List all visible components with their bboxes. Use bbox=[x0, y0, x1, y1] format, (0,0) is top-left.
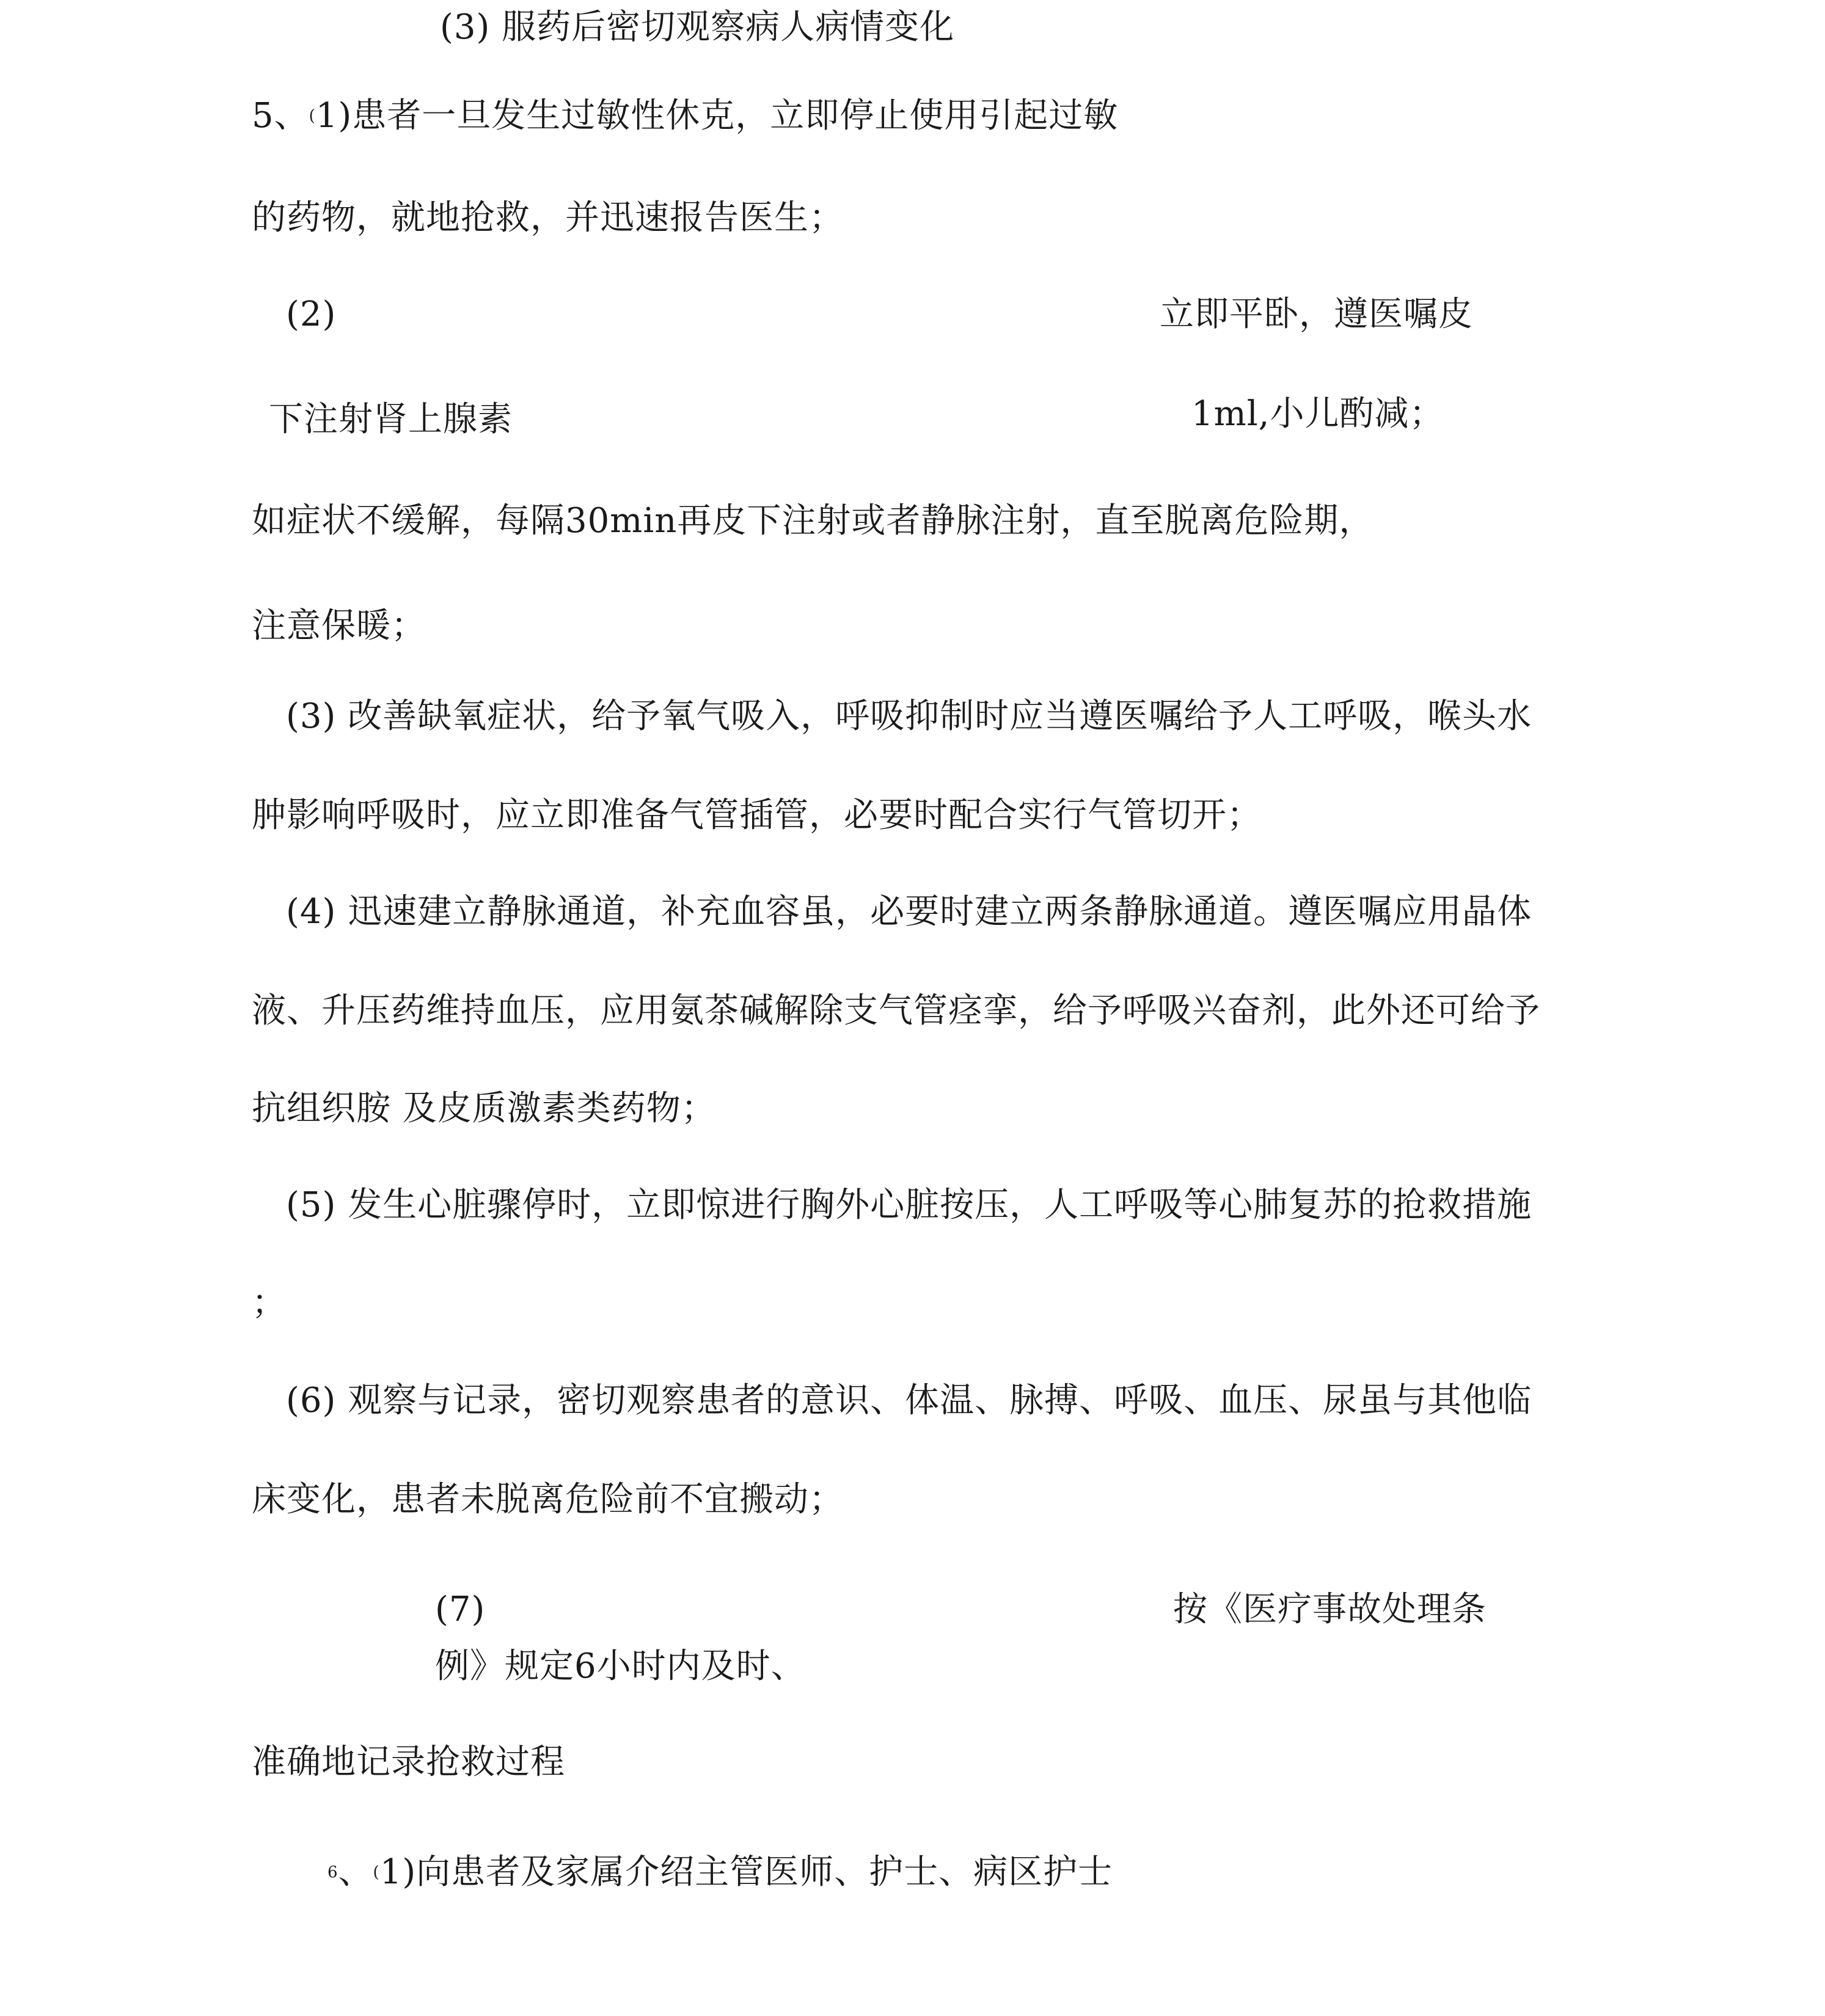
text-line bbox=[327, 1851, 1113, 1894]
text-line: 如症状不缓解，每隔30min再皮下注射或者静脉注射，直至脱离危险期， bbox=[252, 501, 1374, 541]
paren-marker: ( bbox=[373, 1863, 380, 1882]
text-line bbox=[252, 95, 1118, 137]
text-line: 立即平卧，遵医嘱皮 bbox=[1160, 294, 1473, 334]
separator: 、 bbox=[338, 1852, 373, 1892]
item-text: 1)患者一旦发生过敏性休克，立即停止使用引起过敏 bbox=[315, 96, 1119, 136]
paren-marker: ( bbox=[309, 107, 316, 125]
text-line: 准确地记录抢救过程 bbox=[252, 1742, 565, 1782]
text-line: 的药物，就地抢救，并迅速报告医生； bbox=[252, 198, 844, 238]
text-line: (2) bbox=[286, 294, 337, 334]
text-line: 注意保暖； bbox=[252, 606, 426, 646]
text-line: 液、升压药维持血压，应用氨茶碱解除支气管痉挛，给予呼吸兴奋剂，此外还可给予 bbox=[252, 991, 1540, 1031]
text-line: 肿影响呼吸时，应立即准备气管插管，必要时配合实行气管切开； bbox=[252, 795, 1262, 835]
text-line: (5) 发生心脏骤停时，立即惊进行胸外心脏按压，人工呼吸等心肺复苏的抢救措施 bbox=[286, 1185, 1532, 1225]
text-line: ； bbox=[252, 1283, 287, 1323]
text-line: (6) 观察与记录，密切观察患者的意识、体温、脉搏、呼吸、血压、尿虽与其他临 bbox=[286, 1381, 1532, 1420]
item-text: 1)向患者及家属介绍主管医师、护士、病区护士 bbox=[379, 1852, 1113, 1892]
text-line: 例》规定6小时内及时、 bbox=[435, 1646, 806, 1686]
text-line: 床变化，患者未脱离危险前不宜搬动； bbox=[252, 1480, 844, 1519]
text-line: 抗组织胺 及皮质激素类药物； bbox=[252, 1089, 716, 1128]
text-line: (4) 迅速建立静脉通道，补充血容虽，必要时建立两条静脉通道。遵医嘱应用晶体 bbox=[286, 892, 1532, 932]
text-line: (3) 服药后密切观察病人病情变化 bbox=[440, 7, 955, 47]
text-line: 按《医疗事故处理条 bbox=[1173, 1590, 1487, 1629]
text-line: (7) bbox=[435, 1590, 486, 1629]
text-line: (3) 改善缺氧症状，给予氧气吸入，呼吸抑制时应当遵医嘱给予人工呼吸，喉头水 bbox=[286, 696, 1532, 736]
text-line: 下注射肾上腺素 bbox=[269, 400, 513, 439]
item-number: 6 bbox=[327, 1863, 338, 1882]
item-number: 5、 bbox=[252, 96, 309, 136]
text-line: 1ml,小儿酌减； bbox=[1191, 394, 1444, 434]
